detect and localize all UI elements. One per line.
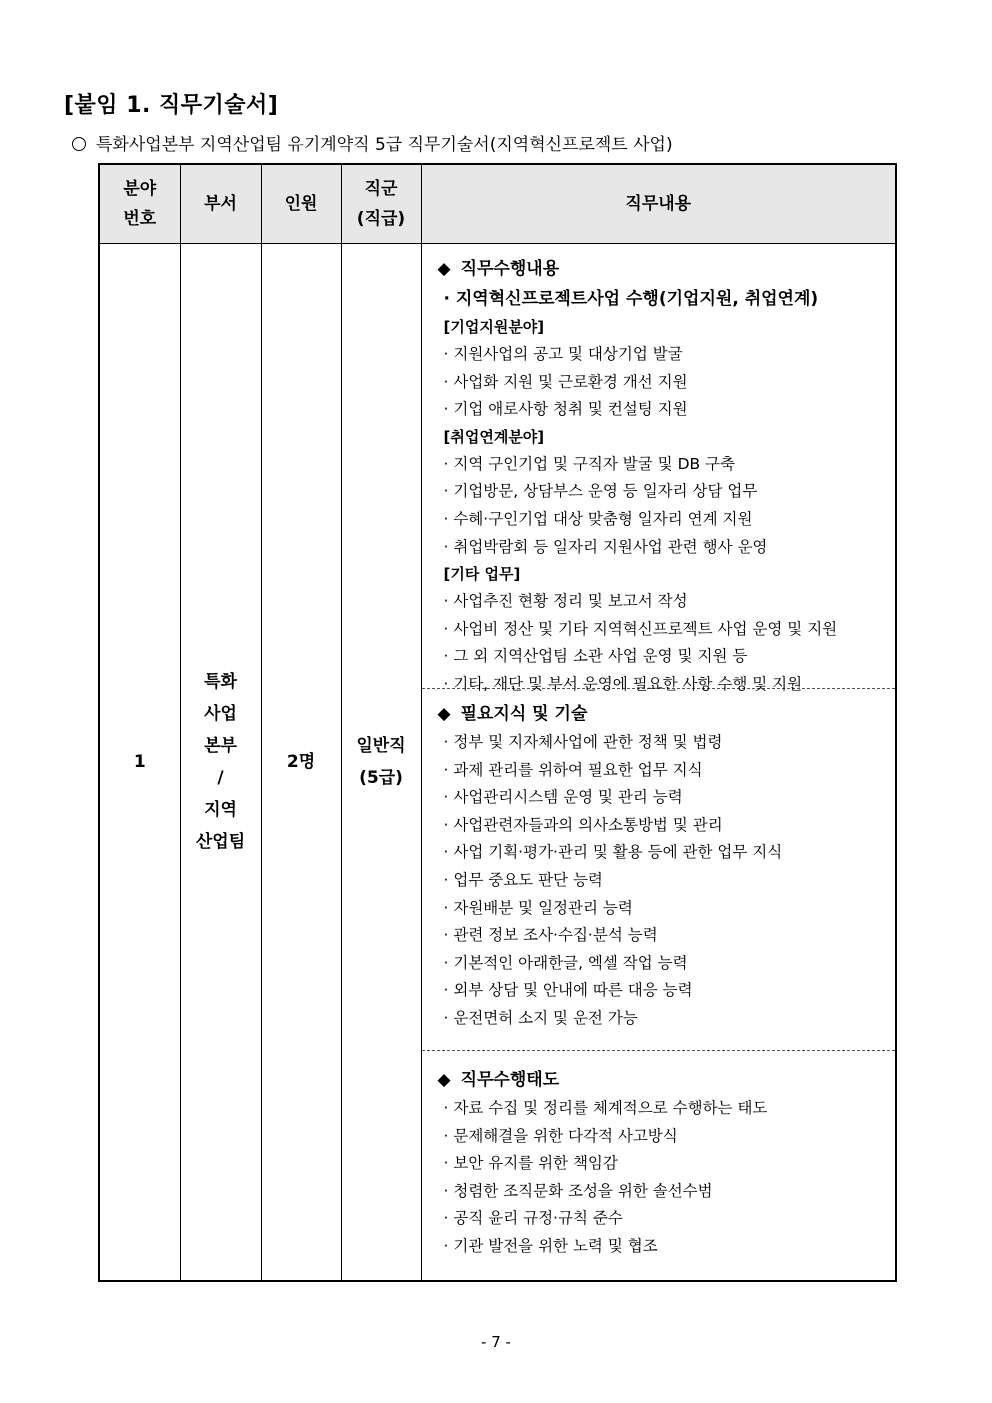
list-item: · 보안 유지를 위한 책임감 — [443, 1154, 618, 1173]
diamond-bullet-icon: ◆ — [437, 1070, 451, 1090]
list-item: · 기본적인 아래한글, 엑셀 작업 능력 — [443, 953, 688, 972]
list-item: · 사업비 정산 및 기타 지역혁신프로젝트 사업 운영 및 지원 — [443, 619, 838, 638]
page-number: - 7 - — [481, 1333, 511, 1351]
list-item: · 기타, 재단 및 부서 운영에 필요한 사항 수행 및 지원 — [443, 674, 803, 693]
section-title: 직무수행내용 — [460, 259, 560, 279]
list-item: · 사업화 지원 및 근로환경 개선 지원 — [443, 372, 688, 391]
header-dept: 부서 — [180, 164, 261, 244]
list-item: · 자료 수집 및 정리를 체계적으로 수행하는 태도 — [443, 1099, 768, 1117]
list-item: · 사업관리시스템 운영 및 관리 능력 — [443, 788, 683, 807]
cell-headcount: 2명 — [261, 244, 341, 1282]
list-item: · 사업관련자들과의 의사소통방법 및 관리 — [443, 815, 723, 834]
header-field-no: 분야 번호 — [99, 164, 180, 244]
list-item: · 사업추진 현황 정리 및 보고서 작성 — [443, 592, 688, 611]
subsection-title: [기업지원분야] — [443, 318, 545, 336]
list-item: · 공직 윤리 규정·규칙 준수 — [443, 1209, 623, 1228]
list-item: · 외부 상담 및 안내에 따른 대응 능력 — [443, 981, 693, 1000]
subtitle-text: 특화사업본부 지역산업팀 유기계약직 5급 직무기술서(지역혁신프로젝트 사업) — [96, 135, 673, 155]
document-subtitle — [72, 130, 673, 155]
subsection-title: [기타 업무] — [443, 565, 521, 584]
list-item: · 지역 구인기업 및 구직자 발굴 및 DB 구축 — [443, 454, 736, 473]
document-title: [붙임 1. 직무기술서] — [64, 93, 279, 118]
cell-dept: 특화 사업 본부 / 지역 산업팀 — [180, 244, 261, 1282]
list-item: · 과제 관리를 위하여 필요한 업무 지식 — [443, 760, 703, 779]
main-item: · 지역혁신프로젝트사업 수행(기업지원, 취업연계) — [443, 289, 819, 309]
circle-bullet-icon — [72, 137, 86, 151]
diamond-bullet-icon: ◆ — [437, 259, 451, 279]
list-item: · 업무 중요도 판단 능력 — [443, 870, 603, 889]
list-item: · 취업박람회 등 일자리 지원사업 관련 행사 운영 — [443, 537, 768, 556]
section-title: 직무수행태도 — [460, 1070, 560, 1090]
cell-field-no: 1 — [99, 244, 180, 1282]
list-item: · 기관 발전을 위한 노력 및 협조 — [443, 1236, 658, 1255]
cell-duties — [421, 244, 896, 1282]
header-duties: 직무내용 — [421, 164, 896, 244]
header-grade: 직군 (직급) — [341, 164, 421, 244]
list-item: · 청렴한 조직문화 조성을 위한 솔선수범 — [443, 1181, 713, 1200]
section-knowledge-skills — [422, 688, 896, 1050]
table-header-row — [99, 164, 896, 244]
list-item: · 정부 및 지자체사업에 관한 정책 및 법령 — [443, 733, 723, 751]
list-item: · 지원사업의 공고 및 대상기업 발굴 — [443, 345, 683, 363]
job-description-table — [98, 163, 897, 1282]
list-item: · 수혜·구인기업 대상 맞춤형 일자리 연계 지원 — [443, 509, 753, 528]
table-row — [99, 244, 896, 1282]
list-item: · 자원배분 및 일정관리 능력 — [443, 898, 633, 917]
section-title: 필요지식 및 기술 — [460, 704, 588, 724]
list-item: · 기업 애로사항 청취 및 컨설팅 지원 — [443, 400, 688, 419]
cell-grade: 일반직 (5급) — [341, 244, 421, 1282]
list-item: · 기업방문, 상담부스 운영 등 일자리 상담 업무 — [443, 482, 758, 501]
subsection-title: [취업연계분야] — [443, 427, 545, 446]
list-item: · 문제해결을 위한 다각적 사고방식 — [443, 1126, 678, 1145]
section-attitude — [422, 1050, 896, 1280]
list-item: · 사업 기획·평가·관리 및 활용 등에 관한 업무 지식 — [443, 843, 783, 862]
section-duty-performance — [422, 244, 896, 693]
list-item: · 그 외 지역산업팀 소관 사업 운영 및 지원 등 — [443, 647, 748, 666]
list-item: · 운전면허 소지 및 운전 가능 — [443, 1008, 638, 1027]
list-item: · 관련 정보 조사·수집·분석 능력 — [443, 926, 658, 945]
diamond-bullet-icon: ◆ — [437, 704, 451, 724]
header-headcount: 인원 — [261, 164, 341, 244]
